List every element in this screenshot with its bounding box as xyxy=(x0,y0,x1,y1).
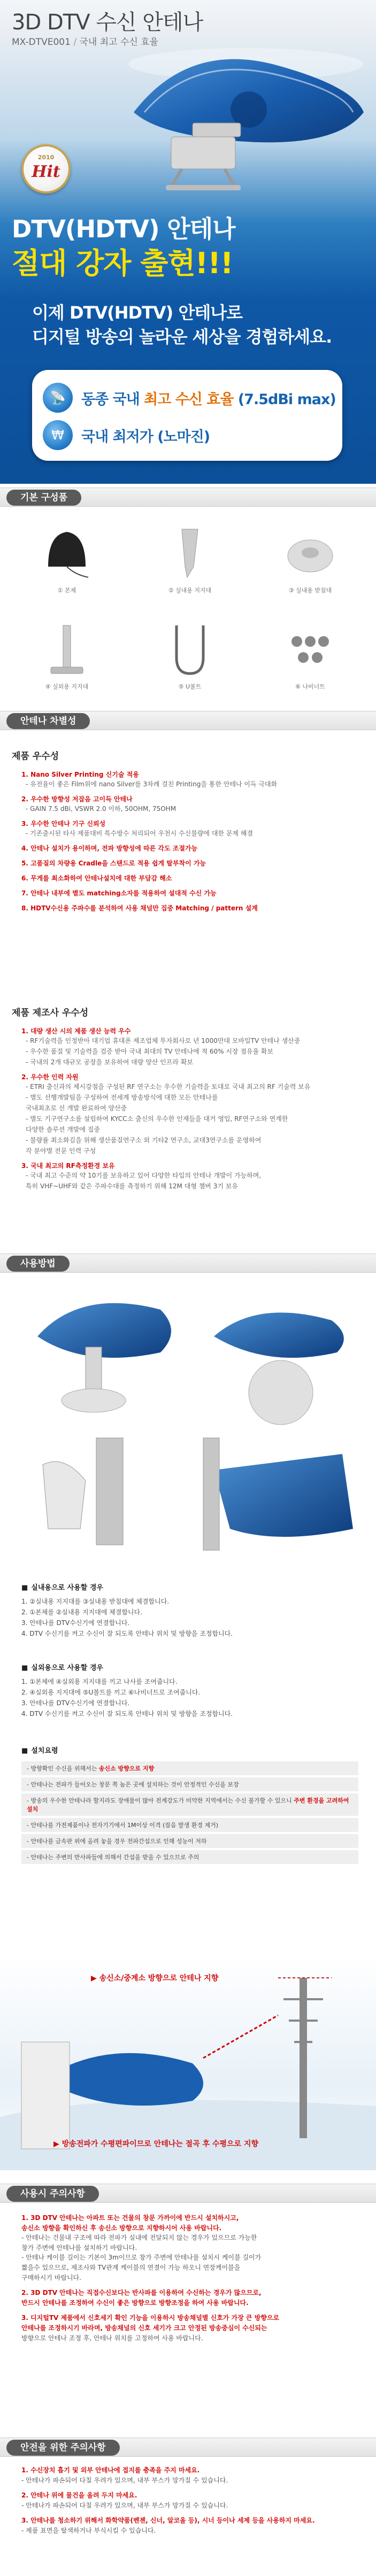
component-label: ④ 실외용 지지대 xyxy=(45,683,89,690)
list-item-detail: - RF기술력을 인정받아 대기업 휴대폰 제조업체 투자회사로 년 1000만대 모바일TV 안테나 생산중 xyxy=(26,1037,301,1045)
section-title: 기본 구성품 xyxy=(6,490,81,506)
section-header-components xyxy=(0,488,376,507)
list-item-detail: 국내최초로 선 개발 완료하여 양산중 xyxy=(26,1104,127,1112)
section-header-caution xyxy=(0,2184,376,2203)
scene-label-direction: ▶ 송신소/중계소 방향으로 안테나 지향 xyxy=(91,1974,219,1983)
safety-item-detail: - 제품 표면을 탈색하거나 부식시킬 수 있습니다. xyxy=(21,2526,156,2534)
hero-description-2: 디지털 방송의 놀라운 세상을 경험하세요. xyxy=(32,327,332,347)
section-header-safety xyxy=(0,2438,376,2457)
list-item xyxy=(21,844,358,853)
u-bolt-icon xyxy=(160,620,219,679)
component-label: ⑤ U볼트 xyxy=(178,683,202,690)
section-title: 사용시 주의사항 xyxy=(6,2186,99,2202)
antenna-icon: 📡 xyxy=(43,383,73,413)
caution-item-detail: 구매하시기 바랍니다. xyxy=(21,2273,81,2281)
usage-step: 4. DTV 수신기를 켜고 수신이 잘 되도록 안테나 위치 및 방향을 조정합니다. xyxy=(21,1629,233,1637)
component-label: ⑥ 나비너트 xyxy=(295,683,325,690)
indoor-usage xyxy=(21,1582,358,1639)
safety-item xyxy=(21,2516,358,2535)
caution-item-detail: - 안테나는 건물내 구조에 따라 전파가 실내에 전달되지 않는 경우가 있으므로 가능한 xyxy=(21,2234,257,2242)
caution-item-head: 안테나를 조정하시기 바라며, 방송채널의 신호 세기가 크고 안정된 방송중심이 수신되는 xyxy=(21,2324,267,2332)
install-guide-list xyxy=(21,1761,358,1866)
caution-item-head: 반드시 안테나를 조정하여 수신이 좋은 방향으로 방향조정을 하여 사용 바랍니다. xyxy=(21,2299,249,2307)
list-item xyxy=(21,858,358,868)
caution-item-head: 3. 디지털TV 제품에서 신호세기 확인 기능을 이용하시 방송채널별 신호가 가장 큰 방향으로 xyxy=(21,2314,280,2322)
component-item xyxy=(8,524,126,594)
usage-step: 4. DTV 수신기를 켜고 수신이 잘 되도록 안테나 위치 및 방향을 조정합니다. xyxy=(21,1709,233,1718)
caution-item-head: 1. 3D DTV 안테나는 아파트 또는 건물의 창문 가까이에 반드시 설치하시고, xyxy=(21,2214,239,2222)
product-excellence-title: 제품 우수성 xyxy=(12,751,59,762)
model-description: 국내 최고 수신 효율 xyxy=(79,37,159,48)
list-item xyxy=(21,873,358,883)
list-item-head: 1. 대량 생산 시의 제품 생산 능력 우수 xyxy=(21,1027,131,1035)
feature-row xyxy=(43,419,210,451)
usage-step: 2. ①본체를 ②실내용 지지대에 체결합니다. xyxy=(21,1608,142,1616)
list-item-detail: - 국내 최고 수준의 약 10기를 보유하고 있어 다양한 타입의 안테나 개발이 가능하며, xyxy=(26,1172,262,1179)
safety-list xyxy=(21,2465,358,2541)
indoor-base-icon xyxy=(281,524,340,583)
section-title: 안전을 위한 주의사항 xyxy=(6,2440,120,2456)
badge-text: Hit xyxy=(32,163,60,181)
component-item xyxy=(8,620,126,691)
feature-text-highlight: 최고 수신 효율 xyxy=(144,391,234,408)
safety-item-head: 1. 수신장치 흡기 및 외부 안테나에 접지를 충족을 주지 마세요. xyxy=(21,2466,200,2474)
indoor-stand-icon xyxy=(160,524,219,583)
list-item-detail: - GAIN 7.5 dBi, VSWR 2.0 이하, 50OHM, 75OHM xyxy=(26,805,177,813)
component-item xyxy=(131,620,249,691)
feature-text-post: (노마진) xyxy=(157,428,210,445)
list-item-detail: 특히 VHF~UHF와 같은 주파수대를 측정하기 위해 12M 대형 챔버 3기 보유 xyxy=(26,1182,238,1190)
list-item xyxy=(21,888,358,898)
feature-text-post: (7.5dBi max) xyxy=(233,391,336,408)
safety-item xyxy=(21,2465,358,2485)
list-item-detail: - 국내의 2개 대규모 공장을 보유하여 대량 양산 인프라 확보 xyxy=(26,1058,193,1066)
usage-illustrations xyxy=(0,1278,376,1566)
list-item xyxy=(21,794,358,814)
feature-text xyxy=(81,425,210,446)
component-item xyxy=(251,620,369,691)
caution-item-detail: 방향으로 안테나 조정 후, 안테나 위치를 고정하여 사용 바랍니다. xyxy=(21,2334,203,2342)
list-item-head: 7. 안테나 내부에 별도 matching소자를 적용하여 설대적 수신 가능 xyxy=(21,889,217,897)
section-title: 안테나 차별성 xyxy=(6,713,90,729)
safety-item-head: 2. 안테나 위에 물건을 올려 두지 마세요. xyxy=(21,2492,137,2500)
component-label: ③ 실내용 받침대 xyxy=(288,587,332,594)
install-guide-title: ■ 설치요령 xyxy=(21,1747,58,1755)
usage-step: 1. ②실내용 지지대를 ③실내용 받침대에 체결합니다. xyxy=(21,1598,170,1606)
caution-item xyxy=(21,2288,358,2308)
price-icon: ₩ xyxy=(43,420,73,450)
indoor-antenna-panel xyxy=(37,1303,171,1358)
feature-text-pre: 국내 최저가 xyxy=(81,428,158,445)
list-item xyxy=(21,819,358,838)
usage-step: 2. ④실외용 지지대에 ⑤U볼트를 끼고 ⑥나비너트로 조여줍니다. xyxy=(21,1689,201,1697)
main-body-icon xyxy=(37,524,96,583)
list-item-head: 8. HDTV수신용 주파수를 분석하여 사용 채널만 집중 Matching / pattern 설계 xyxy=(21,904,258,912)
caution-item-detail: 창가 주변에 안테나를 설치하기 바랍니다. xyxy=(21,2244,137,2252)
list-item-detail: - 별도 기구연구소를 설립하여 KYCC소 출신의 우수한 인재들을 대거 영입, RF연구소와 연계한 xyxy=(26,1115,288,1123)
feature-row xyxy=(43,382,336,414)
manufacturer-excellence-title: 제품 제조사 우수성 xyxy=(12,1008,89,1018)
section-header-usage xyxy=(0,1254,376,1273)
list-item xyxy=(21,770,358,789)
wing-nut-icon xyxy=(281,620,340,679)
guide-row: - 방송의 우수한 안테나라 할지라도 장애물이 많아 전계강도가 미약한 지역에서는 수신 불가할 수 있으니 주변 환경을 고려하여 설치 xyxy=(21,1793,358,1816)
caution-item-detail: - 안테나 케이블 길이는 기본이 3m이므로 창가 주변에 안테나를 설치시 케이블 길이가 xyxy=(21,2254,262,2262)
model-separator: / xyxy=(73,37,77,48)
outdoor-usage-title: ■ 실외용으로 사용할 경우 xyxy=(21,1664,103,1672)
product-title: 3D DTV 수신 안테나 xyxy=(12,10,203,35)
headline-2: 절대 강자 출현!!! xyxy=(12,246,233,280)
caution-item-detail: 짧을수 있으므로, 제조사와 TV관계 케이블의 연결이 가능 하오니 연장케이블을 xyxy=(21,2263,241,2271)
hit-badge xyxy=(21,144,71,194)
caution-list xyxy=(21,2213,358,2348)
indoor-usage-title-text: 실내용으로 사용할 경우 xyxy=(31,1584,103,1592)
usage-step: 1. ①본체에 ④실외용 지지대를 끼고 나사를 조여줍니다. xyxy=(21,1678,178,1686)
list-item-detail: - 불량률 최소화김을 위해 생산품질연구소 외 기타2 연구소, 교대3연구소를 운영하여 xyxy=(26,1136,262,1144)
list-item-head: 2. 우수한 방향성 저잡음 고이득 안테나 xyxy=(21,795,133,803)
indoor-usage-title: ■ 실내용으로 사용할 경우 xyxy=(21,1584,103,1592)
component-label: ② 실내용 지지대 xyxy=(168,587,212,594)
safety-item-detail: - 안테나가 파손되어 다칠 우려가 있으며, 내부 부스가 망가질 수 있습니다. xyxy=(21,2501,228,2509)
list-item-detail: 다양한 솔루션 개발에 집중 xyxy=(26,1126,100,1133)
section-header-distinction xyxy=(0,711,376,730)
list-item xyxy=(21,1072,358,1156)
outdoor-usage-title-text: 실외용으로 사용할 경우 xyxy=(31,1664,103,1672)
hero-section xyxy=(0,0,376,484)
list-item-head: 3. 우수한 안테나 기구 신뢰성 xyxy=(21,820,106,827)
model-number: MX-DTVE001 xyxy=(12,37,71,48)
product-excellence-list xyxy=(21,770,358,918)
section-title: 사용방법 xyxy=(6,1256,70,1272)
usage-step: 3. 안테나를 DTV수신기에 연결합니다. xyxy=(21,1619,130,1627)
feature-box xyxy=(32,370,342,461)
scene-label-polarization: ▶ 방송전파가 수평편파이므로 안테나는 절곡 후 수평으로 지향 xyxy=(53,2140,258,2148)
safety-item-head: 3. 안테나를 청소하기 위해서 화학약품(벤젠, 신너, 알코올 등), 시너 등이나 세제 등을 사용하지 마세요. xyxy=(21,2517,315,2525)
component-item xyxy=(251,524,369,594)
list-item-detail: - 별도 선행개발팀을 구성하여 전세계 방송방식에 대한 모든 안테나를 xyxy=(26,1094,218,1101)
list-item-head: 4. 안테나 설치가 용이하며, 전파 방향성에 따른 각도 조절가능 xyxy=(21,845,198,852)
list-item-detail: - ETRI 출신과의 제시강점을 구성된 RF 연구소는 우수한 기술력을 토대로 국내 최고의 RF 기술력 보유 xyxy=(26,1083,311,1090)
outdoor-stand-icon xyxy=(37,620,96,679)
installation-scene xyxy=(0,1956,376,2170)
feature-text-pre: 동종 국내 xyxy=(81,391,144,408)
list-item-head: 6. 무게를 최소화하여 안테나설치에 대한 부담감 해소 xyxy=(21,875,172,882)
list-item xyxy=(21,1026,358,1067)
caution-item-head: 2. 3D DTV 안테나는 직접수신보다는 반사파를 이용하여 수신하는 경우가 많으므로, xyxy=(21,2289,262,2297)
caution-item xyxy=(21,2313,358,2343)
component-item xyxy=(131,524,249,594)
hero-description-1: 이제 DTV(HDTV) 안테나로 xyxy=(32,303,243,323)
guide-row: - 안테나를 가전제품이나 전자기기에서 1M이상 이격 (잡음 발생 환경 제거) xyxy=(21,1818,358,1832)
list-item-detail: - 유전율이 좋은 Film위에 nano Silver를 3차례 걸친 Printing을 통한 안테나 이득 극대화 xyxy=(26,780,278,788)
list-item xyxy=(21,903,358,913)
antenna-product-image xyxy=(112,32,376,192)
guide-row: - 안테나는 전파가 들어오는 창문 쪽 높은 곳에 설치하는 것이 안정적인 수신을 보장 xyxy=(21,1777,358,1791)
outdoor-usage xyxy=(21,1662,358,1720)
guide-row: - 안테나를 금속판 위에 올려 놓을 경우 전파간섭으로 인해 성능이 저하 xyxy=(21,1834,358,1848)
install-guide-title-text: 설치요령 xyxy=(31,1747,58,1755)
list-item-head: 3. 국내 최고의 RF측정환경 보유 xyxy=(21,1162,115,1170)
list-item-detail: - 기존출시된 타사 제품대비 특수방수 처리되어 우천시 수신불량에 대한 문제 해결 xyxy=(26,830,254,837)
safety-item-detail: - 안테나가 파손되어 다칠 우려가 있으며, 내부 부스가 망가질 수 있습니다. xyxy=(21,2476,228,2484)
guide-row: - 안테나는 주변의 반사파들에 의해서 간섭을 받을 수 있으므로 주의 xyxy=(21,1850,358,1864)
list-item xyxy=(21,1161,358,1191)
list-item-head: 5. 고품질의 차량용 Cradle을 스탠드로 적용 쉽게 탈부착이 가능 xyxy=(21,860,206,867)
caution-item xyxy=(21,2213,358,2283)
manufacturer-excellence-list xyxy=(21,1026,358,1196)
badge-year: 2010 xyxy=(37,154,55,161)
usage-step: 3. 안테나를 DTV수신기에 연결합니다. xyxy=(21,1699,130,1707)
caution-item-head: 송신소 방향을 확인하신 후 송신소 방향으로 지향하시어 사용 바랍니다. xyxy=(21,2224,222,2232)
component-label: ① 본체 xyxy=(57,587,76,594)
guide-row: - 방향확인 수신을 위해서는 송신소 방향으로 지향 xyxy=(21,1761,358,1775)
list-item-head: 2. 우수한 인력 자원 xyxy=(21,1073,79,1081)
list-item-head: 1. Nano Silver Printing 신기술 적용 xyxy=(21,771,139,778)
list-item-detail: 각 분야별 전문 인력 구성 xyxy=(26,1147,96,1155)
list-item-detail: - 우수한 품질 및 기술력을 검증 받아 국내 최대의 TV 안테나에 적 60% 시장 점유율 확보 xyxy=(26,1048,274,1055)
feature-text xyxy=(81,388,336,408)
safety-item xyxy=(21,2490,358,2510)
headline-1: DTV(HDTV) 안테나 xyxy=(12,215,235,243)
